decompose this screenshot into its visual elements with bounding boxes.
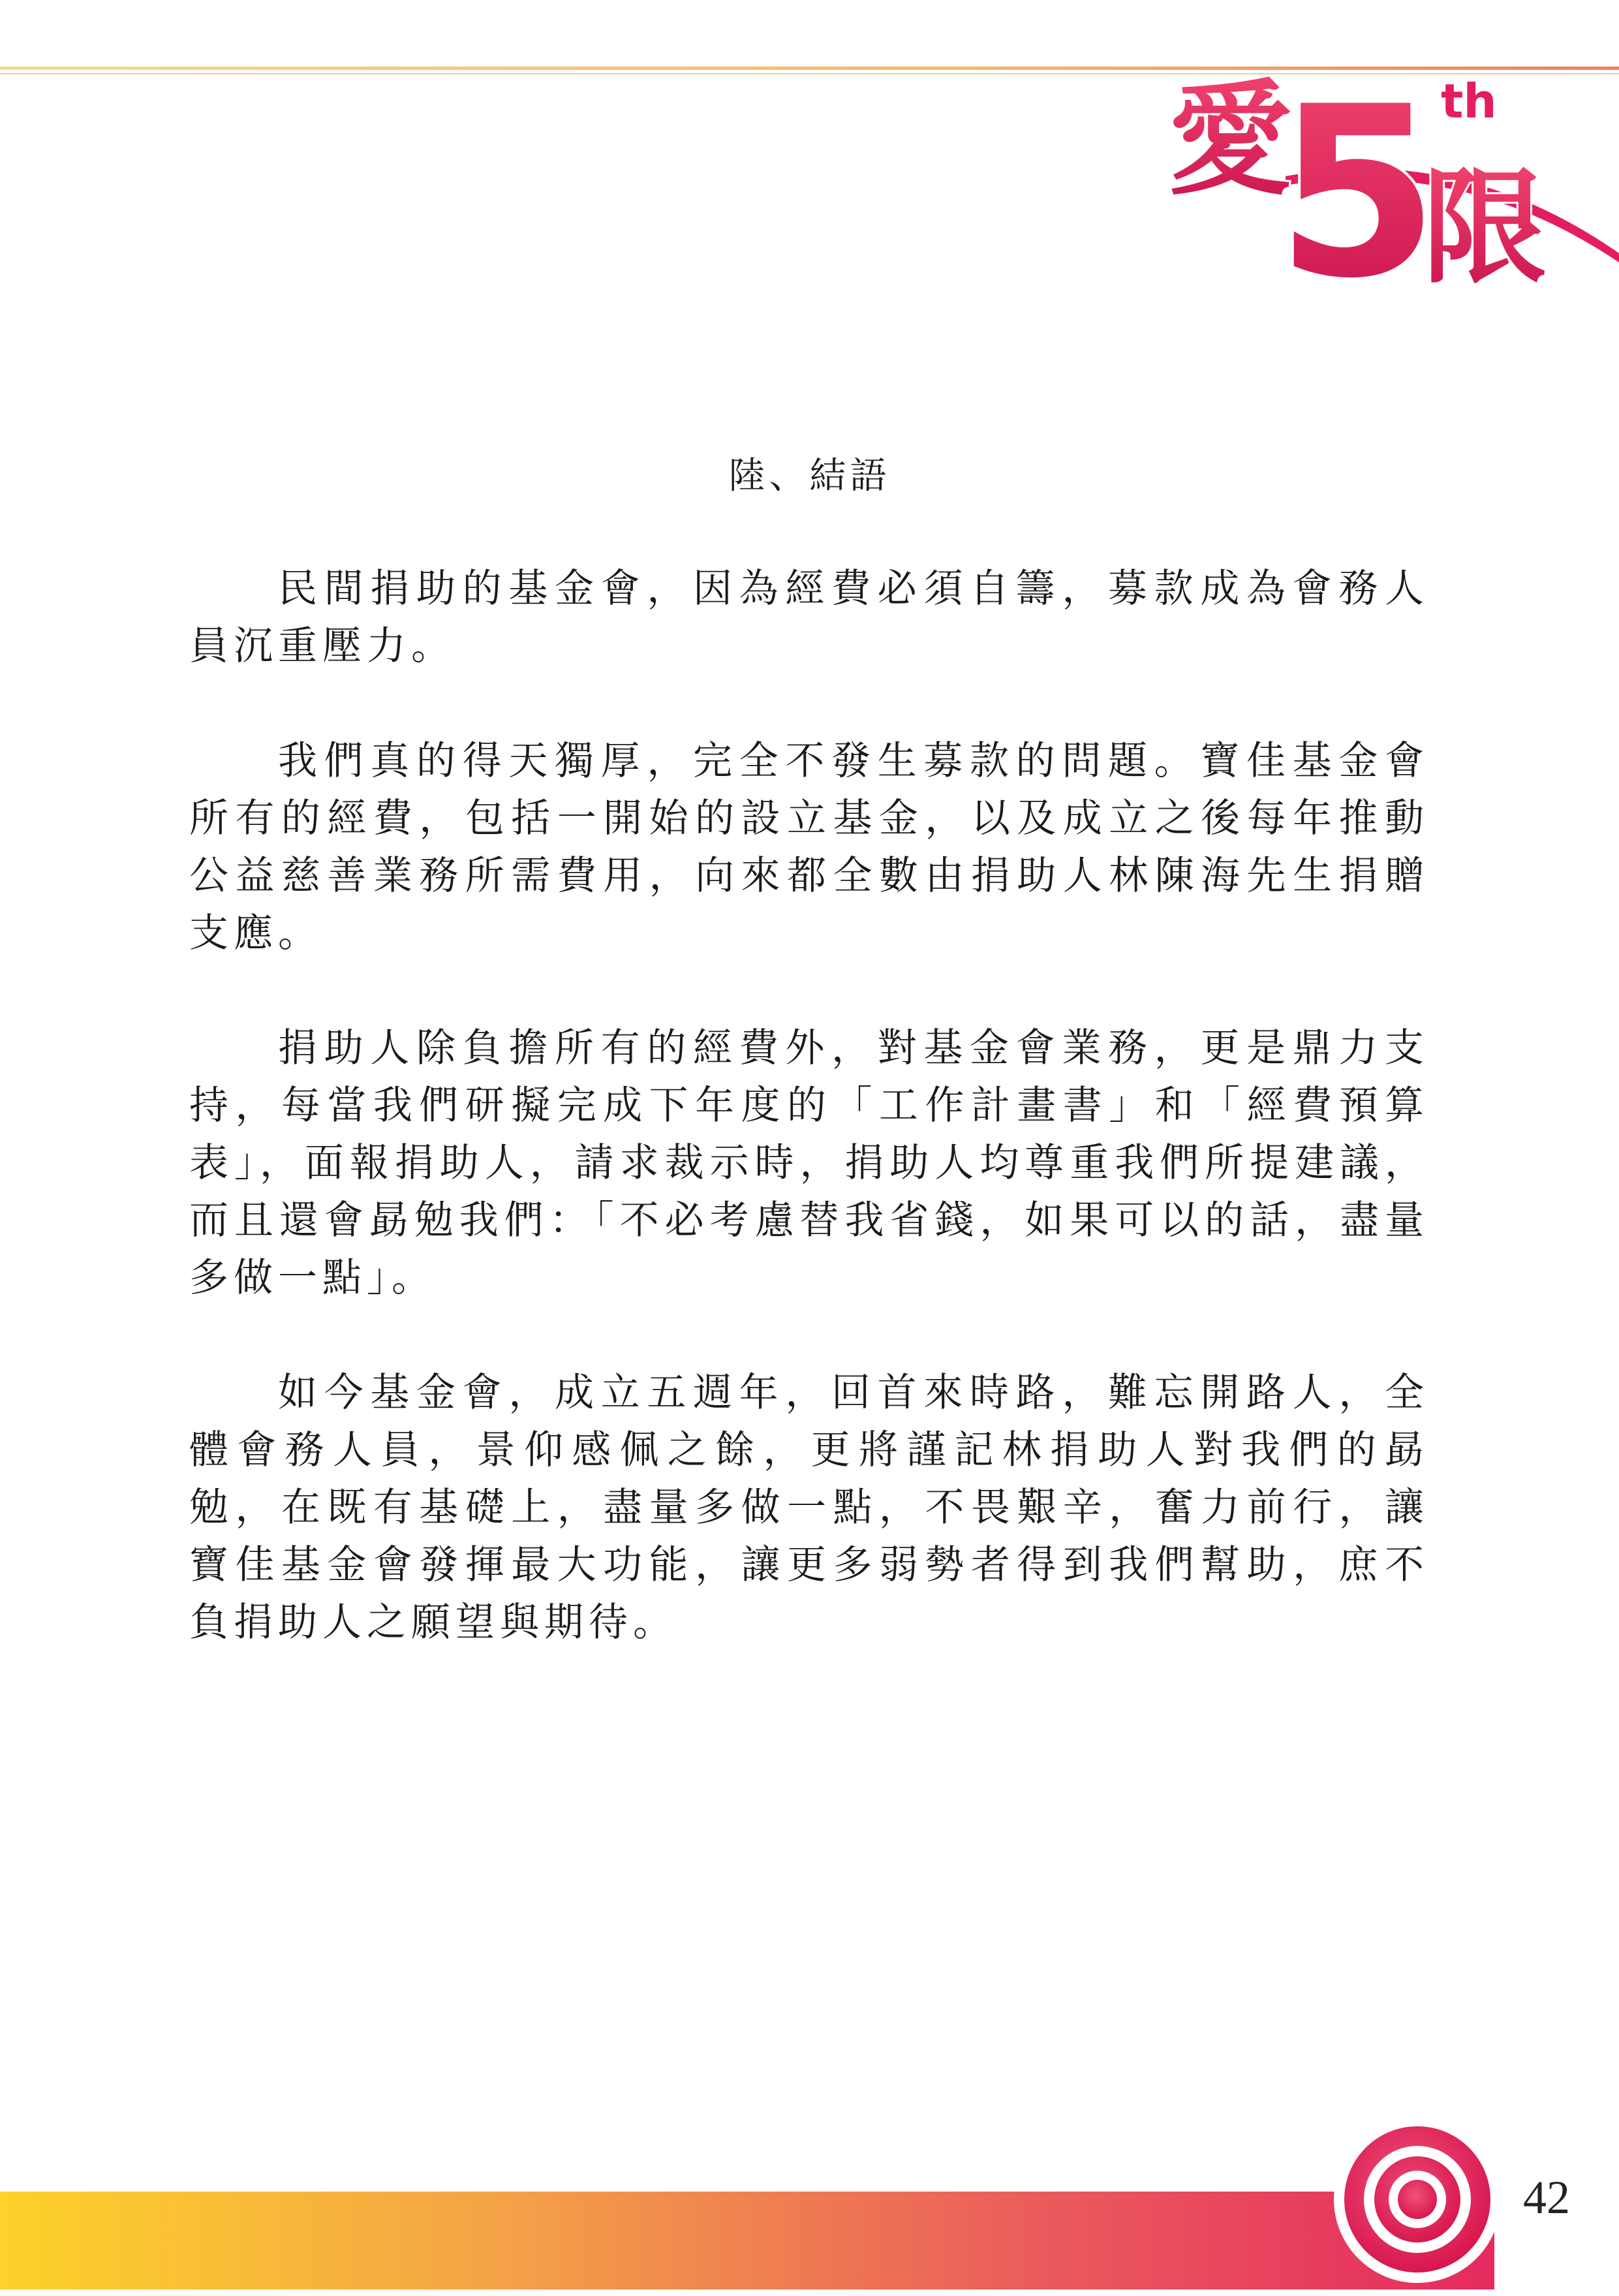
paragraph-1: 民間捐助的基金會，因為經費必須自籌，募款成為會務人員沉重壓力。 bbox=[189, 566, 1429, 669]
logo-suffix: th bbox=[1441, 74, 1497, 129]
logo-numeral: 5 bbox=[1276, 56, 1440, 294]
paragraph-2: 我們真的得天獨厚，完全不發生募款的問題。寶佳基金會所有的經費，包括一開始的設立基金，以及成立之後每年推動公益慈善業務所需費用，向來都全數由捐助人林陳海先生捐贈支應。 bbox=[189, 738, 1429, 956]
logo-char-ai: 愛 bbox=[1168, 68, 1293, 212]
paragraph-4: 如今基金會，成立五週年，回首來時路，難忘開路人，全體會務人員，景仰感佩之餘，更將謹記林捐助人對我們的勗勉，在既有基礎上，盡量多做一點，不畏艱辛，奮力前行，讓寶佳基金會發揮最大功能，讓更多弱勢者得到我們幫助，庶不負捐助人之願望與期待。 bbox=[189, 1370, 1429, 1645]
target-icon bbox=[1331, 2113, 1503, 2286]
section-title: 陸、結語 bbox=[728, 455, 891, 497]
ai-5th-xian-logo bbox=[1155, 46, 1619, 294]
body-text bbox=[189, 560, 1429, 1709]
paragraph-3: 捐助人除負擔所有的經費外，對基金會業務，更是鼎力支持，每當我們研擬完成下年度的「工作計畫書」和「經費預算表」，面報捐助人，請求裁示時，捐助人均尊重我們所提建議，而且還會勗勉我們：「不必考慮替我省錢，如果可以的話，盡量多做一點」。 bbox=[189, 1025, 1429, 1301]
logo-char-xian: 限 bbox=[1423, 156, 1547, 294]
page-number: 42 bbox=[1523, 2171, 1570, 2224]
